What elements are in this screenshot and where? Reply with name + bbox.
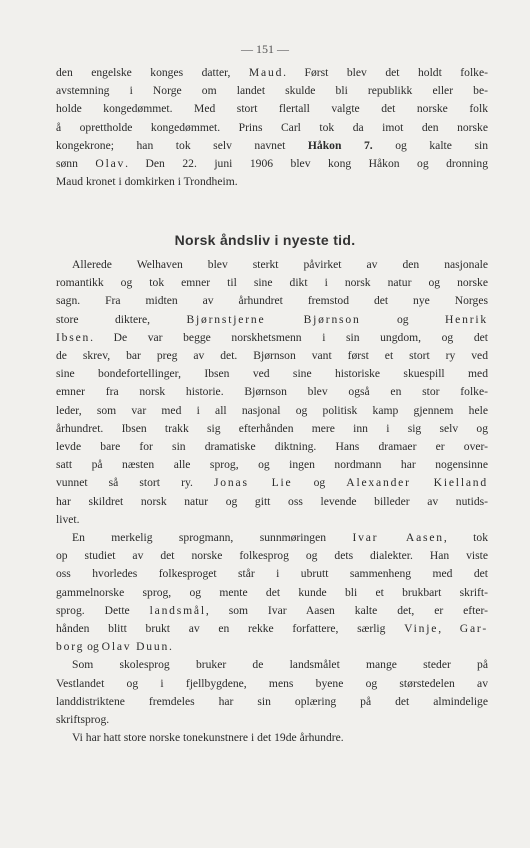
intro-paragraph bbox=[56, 64, 488, 191]
text-line bbox=[56, 173, 488, 191]
text-line bbox=[56, 474, 488, 492]
text-line bbox=[56, 64, 488, 82]
text-run: å oprettholde kongedømmet. Prins Carl tok da imot den norske bbox=[56, 120, 488, 134]
text-line bbox=[56, 511, 488, 529]
text-line bbox=[56, 456, 488, 474]
text-run: satt på næsten alle sprog, og ingen nordmann har nogensinne bbox=[56, 458, 488, 472]
text-run: århundret. Ibsen trakk sig efterhånden mere inn i sig selv og bbox=[56, 421, 488, 435]
text-run: sprog. Dette bbox=[56, 603, 150, 617]
text-line bbox=[56, 311, 488, 329]
spaced-name: Jonas Lie bbox=[214, 476, 293, 490]
text-run: store diktere, bbox=[56, 312, 187, 326]
text-line bbox=[56, 656, 488, 674]
spaced-name: Vinje bbox=[404, 622, 439, 636]
text-run: , bbox=[438, 622, 460, 636]
text-line bbox=[56, 365, 488, 383]
bold-text: Håkon 7. bbox=[307, 138, 373, 152]
text-run: . De var begge norskhetsmenn i sin ungdom, og det bbox=[90, 330, 488, 344]
text-line bbox=[56, 347, 488, 365]
text-line bbox=[56, 82, 488, 100]
text-line bbox=[56, 402, 488, 420]
text-line bbox=[56, 292, 488, 310]
text-run: gammelnorske sprog, og mente det kunde bli et brukbart skrift- bbox=[56, 585, 488, 599]
text-run: En merkelig sprogmann, sunnmøringen bbox=[72, 531, 353, 545]
spaced-name: Ivar Aasen bbox=[352, 531, 444, 545]
text-run: og bbox=[84, 640, 102, 654]
text-run: skriftsprog. bbox=[56, 713, 110, 727]
text-run: , som Ivar Aasen kalte det, er efter- bbox=[205, 603, 488, 617]
section-body bbox=[56, 256, 488, 747]
text-run: og kalte sin bbox=[372, 138, 488, 152]
text-line bbox=[56, 256, 488, 274]
text-line bbox=[56, 493, 488, 511]
text-run: levde bare for sin dramatiske diktning. Hans dramaer er over- bbox=[56, 440, 488, 454]
text-run: og bbox=[360, 312, 445, 326]
text-run: . Først blev det holdt folke- bbox=[283, 66, 488, 79]
text-run: sønn bbox=[56, 157, 96, 171]
section-heading: Norsk åndsliv i nyeste tid. bbox=[174, 232, 356, 248]
text-run: . bbox=[169, 640, 172, 654]
text-run: Vestlandet og i fjellbygdene, mens byene og størstedelen av bbox=[56, 676, 488, 690]
spaced-name: borg bbox=[56, 640, 85, 654]
text-run: den engelske konges datter, bbox=[56, 66, 249, 79]
text-run: Allerede Welhaven blev sterkt påvirket av den nasjonale bbox=[72, 258, 488, 271]
text-line bbox=[56, 438, 488, 456]
text-run: kongekrone; han tok selv navnet bbox=[56, 138, 308, 152]
text-line bbox=[56, 693, 488, 711]
text-run: de skrev, bar preg av det. Bjørnson vant først et stort ry ved bbox=[56, 349, 488, 363]
text-line bbox=[56, 711, 488, 729]
text-run: Vi har hatt store norske tonekunstnere i det 19de århundre. bbox=[72, 731, 344, 745]
spaced-name: landsmål bbox=[149, 603, 206, 617]
text-run: sagn. Fra midten av århundret fremstod det nye Norges bbox=[56, 294, 488, 308]
text-run: og bbox=[292, 476, 347, 490]
text-line bbox=[56, 155, 488, 173]
text-run: landdistriktene fremdeles har sin oplæring på det almindelige bbox=[56, 694, 488, 708]
text-line bbox=[56, 584, 488, 602]
text-line bbox=[56, 119, 488, 137]
text-run: sine bondefortellinger, Ibsen ved sine historiske skuespill med bbox=[56, 367, 488, 381]
text-run: leder, som var med i all nasjonal og politisk kamp gjennem hele bbox=[56, 403, 488, 417]
text-line bbox=[56, 602, 488, 620]
text-line bbox=[56, 675, 488, 693]
text-run: vunnet så stort ry. bbox=[56, 476, 214, 490]
text-line bbox=[56, 547, 488, 565]
text-line bbox=[56, 638, 488, 656]
text-run: har skildret norsk natur og gitt oss levende billeder av nutids- bbox=[56, 494, 488, 508]
spaced-name: Alexander Kielland bbox=[346, 476, 488, 490]
text-run: romantikk og tok emner til sine dikt i norsk natur og norske bbox=[56, 276, 488, 290]
text-line bbox=[56, 529, 488, 547]
text-run: Som skolesprog bruker de landsmålet mange steder på bbox=[72, 658, 488, 672]
spaced-name: Olav bbox=[95, 157, 126, 171]
text-line bbox=[56, 420, 488, 438]
page-number: — 151 — bbox=[241, 42, 289, 56]
text-run: , tok bbox=[443, 531, 488, 545]
text-line bbox=[56, 274, 488, 292]
spaced-name: Olav Duun bbox=[101, 640, 170, 654]
text-line bbox=[56, 383, 488, 401]
text-line bbox=[56, 329, 488, 347]
text-run: livet. bbox=[56, 512, 80, 526]
text-line bbox=[56, 137, 488, 155]
spaced-name: Bjørnstjerne Bjørnson bbox=[186, 312, 361, 326]
text-run: op studiet av det norske folkesprog og dets dialekter. Han viste bbox=[56, 549, 488, 563]
text-run: . Den 22. juni 1906 blev kong Håkon og dronning bbox=[125, 157, 489, 171]
text-run: Maud kronet i domkirken i Trondheim. bbox=[56, 175, 238, 189]
text-run: hånden blitt brukt av en rekke forfattere, særlig bbox=[56, 622, 405, 636]
text-run: avstemning i Norge om landet skulde bli republikk eller be- bbox=[56, 84, 488, 98]
spaced-name: Henrik bbox=[445, 312, 488, 326]
text-run: oss hvorledes folkesproget står i ubrutt sammenheng med det bbox=[56, 567, 488, 581]
text-line bbox=[56, 620, 488, 638]
text-line bbox=[56, 729, 488, 747]
spaced-name: Gar- bbox=[459, 622, 488, 636]
text-run: emner fra norsk historie. Bjørnson blev også en stor folke- bbox=[56, 385, 488, 399]
spaced-name: Ibsen bbox=[56, 330, 91, 344]
spaced-name: Maud bbox=[248, 66, 284, 79]
text-line bbox=[56, 565, 488, 583]
text-run: holde kongedømmet. Med stort flertall valgte det norske folk bbox=[56, 102, 488, 116]
text-line bbox=[56, 100, 488, 118]
